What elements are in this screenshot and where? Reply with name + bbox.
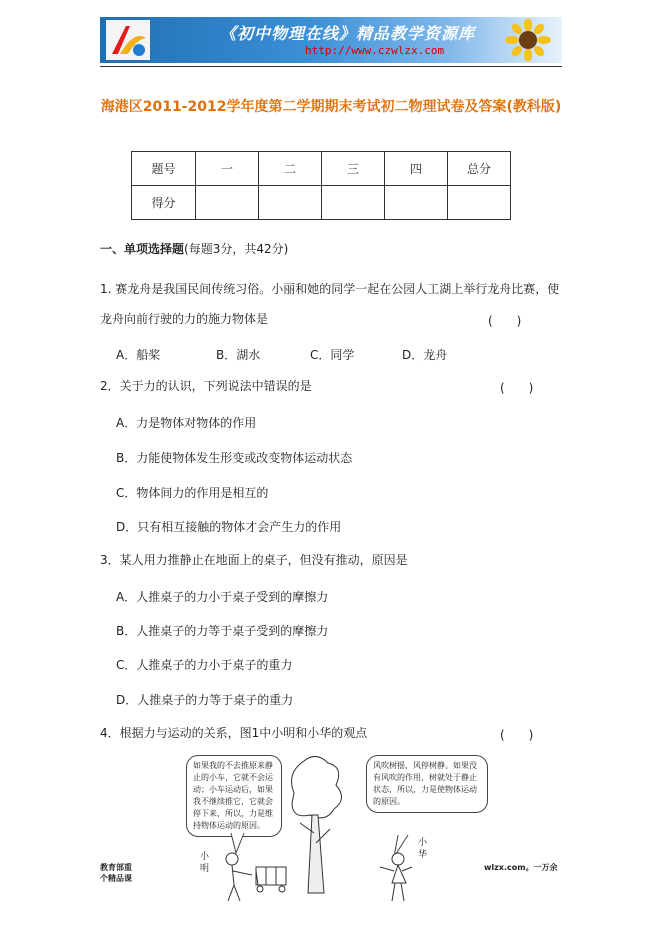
score-table [131,151,511,220]
table-row [132,152,511,186]
footer-left-line2: 个精品课 [100,874,132,883]
score-input[interactable] [448,186,511,220]
question-1-stem: 1. 赛龙舟是我国民间传统习俗。小丽和她的同学一起在公园人工湖上举行龙舟比赛，使龙舟向前行驶的力的施力物体是 [100,282,560,326]
option-c[interactable]: C．物体间力的作用是相互的 [116,486,269,500]
footer-left-line1: 教育部重 [100,863,132,872]
banner-url[interactable]: http://www.czwlzx.com [305,44,445,57]
answer-paren[interactable]: ( ) [488,314,522,328]
speech-bubble-xiaoming: 如果我的不去推原来静止的小车，它就不会运动；小车运动后，如果我不继续推它，它就会停下来，所以，力是维持物体运动的原因。 [186,755,282,837]
question-4-stem: 4．根据力与运动的关系，图1中小明和小华的观点 [100,726,368,740]
figure-illustration [176,753,476,905]
answer-paren[interactable]: ( ) [500,728,534,742]
section-heading [100,240,288,257]
option-d[interactable]: D．人推桌子的力等于桌子的重力 [116,693,294,707]
option-a[interactable]: A．力是物体对物体的作用 [116,416,257,430]
answer-paren[interactable]: ( ) [500,381,534,395]
label-xiaoming: 小明 [200,852,210,874]
figure-1 [176,753,588,905]
score-input[interactable] [259,186,322,220]
option-b[interactable]: B．湖水 [216,348,261,362]
footer-right: wlzx.com。一万余 [484,863,558,872]
label-xiaohua: 小华 [418,838,428,860]
table-cell: 二 [259,152,322,186]
option-a[interactable]: A．船桨 [116,348,161,362]
option-d[interactable]: D．龙舟 [402,348,448,362]
option-b[interactable]: B．力能使物体发生形变或改变物体运动状态 [116,451,353,465]
option-c[interactable]: C．同学 [310,348,355,362]
table-row [132,186,511,220]
site-banner [100,17,562,63]
option-a[interactable]: A．人推桌子的力小于桌子受到的摩擦力 [116,590,329,604]
option-d[interactable]: D．只有相互接触的物体才会产生力的作用 [116,520,342,534]
speech-bubble-xiaohua: 风吹树摇，风停树静。如果没有风吹的作用，树就处于静止状态，所以，力是使物体运动的原因。 [366,755,488,813]
section-note: (每题3分，共42分) [184,242,289,256]
table-cell: 题号 [132,152,196,186]
section-title: 一、单项选择题 [100,242,185,256]
table-cell: 四 [385,152,448,186]
question-2-stem: 2．关于力的认识，下列说法中错误的是 [100,379,312,393]
score-input[interactable] [196,186,259,220]
option-c[interactable]: C．人推桌子的力小于桌子的重力 [116,658,293,672]
score-input[interactable] [322,186,385,220]
table-cell: 总分 [448,152,511,186]
sunflower-icon [502,19,554,61]
footer-left [100,862,132,884]
option-b[interactable]: B．人推桌子的力等于桌子受到的摩擦力 [116,624,329,638]
table-cell: 三 [322,152,385,186]
site-logo-icon [106,20,150,60]
page-title: 海港区2011-2012学年度第二学期期末考试初二物理试卷及答案(教科版) [100,99,562,115]
question-3-stem: 3．某人用力推静止在地面上的桌子，但没有推动，原因是 [100,553,408,567]
banner-title: 《初中物理在线》精品教学资源库 [220,24,476,43]
score-input[interactable] [385,186,448,220]
header-rule [100,66,562,67]
table-cell: 一 [196,152,259,186]
table-cell: 得分 [132,186,196,220]
